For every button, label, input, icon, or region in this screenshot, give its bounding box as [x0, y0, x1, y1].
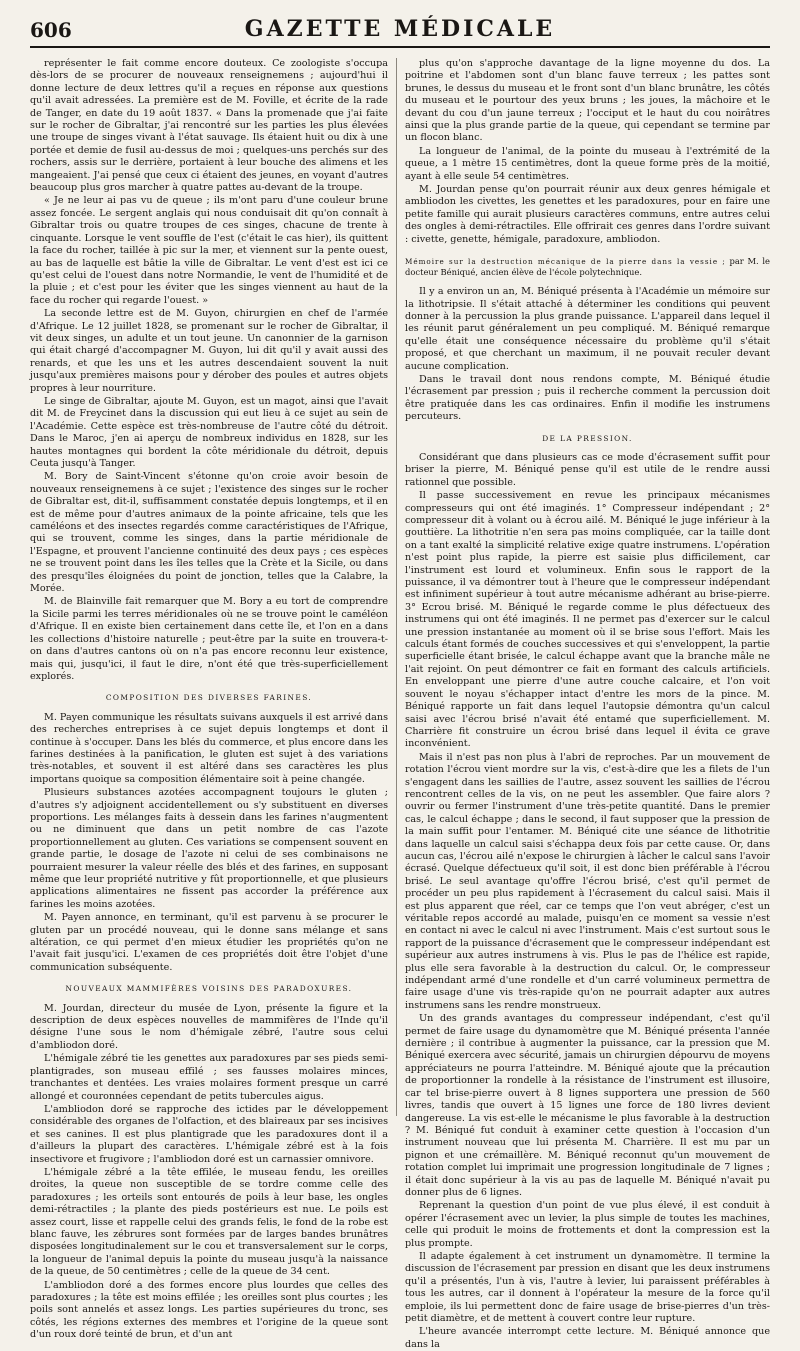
- paragraph: M. de Blainville fait remarquer que M. Bory a eu tort de comprendre la Sicile parmi les terres méridionales où ne se trouve point le caméléon d'Afrique. Il en existe bien certainement dans cette île, et l'on en a dans les collections d'histoire naturelle ; peut-être par la suite en trouvera-t-on dans d'autres cantons où on n'a pas encore reconnu leur existence, mais qui, jusqu'ici, il faut le dire, n'ont été que très-superficiellement explorés.: [30, 596, 388, 682]
- paragraph: Il passe successivement en revue les principaux mécanismes compresseurs qui ont été imaginés. 1° Compresseur indépendant ; 2° compresseur dit à volant ou à écrou ailé. M. Béniqué le juge inférieur à la gouttière. La lithotritie n'en sera pas moins compliquée, car la taille dont on a tant exalté la simplicité relative exige quatre instrumens. L'opération n'est point plus rapide, la pierre est saisie plus difficilement, car l'instrument est lourd et volumineux. Enfin sous le rapport de la puissance, il va démontrer tout à l'heure que le compresseur indépendant est infiniment supérieur à tout autre mécanisme adhérant au brise-pierre. 3° Ecrou brisé. M. Béniqué le regarde comme le plus défectueux des instrumens qui ont été imaginés. Il ne permet pas d'exercer sur le calcul une pression instantanée au moment où il se brise sous l'effort. Mais les calculs étant formés de couches successives et qui s'enveloppent, la partie superficielle étant brisée, le calcul échappe avant que la branche mâle ne l'ait rejoint. On peut démontrer ce fait en formant des calculs artificiels. En enveloppant une pierre d'une autre couche calcaire, et l'on voit souvent le noyau s'échapper intact d'entre les mors de la pince. M. Béniqué rapporte un fait dans lequel l'autopsie démontra qu'un calcul saisi avec l'écrou brisé n'avait été entamé que superficiellement. M. Charrière fit construire un écrou brisé dans lequel il évita ce grave inconvénient.: [405, 490, 770, 750]
- paragraph: Dans le travail dont nous rendons compte, M. Béniqué étudie l'écrasement par pression ; puis il recherche comment la percussion doit être pratiquée dans les cas ordinaires. Enfin il modifie les instrumens percuteurs.: [405, 373, 770, 423]
- paragraph: M. Jourdan pense qu'on pourrait réunir aux deux genres hémigale et ambliodon les civettes, les genettes et les paradoxures, pour en faire une petite famille qui aurait plusieurs caractères communs, entre autres celui des ongles à demi-rétractiles. Elle offrirait ces genres dans l'ordre suivant : civette, genette, hémigale, paradoxure, ambliodon.: [405, 184, 770, 245]
- paragraph: M. Jourdan, directeur du musée de Lyon, présente la figure et la description de deux espèces nouvelles de mammifères de l'Inde qu'il désigne l'une sous le nom d'hémigale zébré, l'autre sous celui d'ambliodon doré.: [30, 1002, 388, 1051]
- paragraph: Reprenant la question d'un point de vue plus élevé, il est conduit à opérer l'écrasement avec un levier, la plus simple de toutes les machines, celle qui produit le moins de frottements et dont la compression est la plus prompte.: [405, 1200, 770, 1249]
- paragraph: Mais il n'est pas non plus à l'abri de reproches. Par un mouvement de rotation l'écrou vient mordre sur la vis, c'est-à-dire que les a filets de l'un s'engagent dans les saillies de l'autre, assez souvent les saillies de l'écrou rencontrent celles de la vis, on ne peut les assembler. Que faire alors ? ouvrir ou fermer l'instrument d'une très-petite quantité. Dans le premier cas, le calcul échappe ; dans le second, il faut supposer que la pression de la main suffit pour l'entamer. M. Béniqué cite une séance de lithotritie dans laquelle un calcul saisi s'échappa deux fois par cette cause. Or, dans aucun cas, l'écrou ailé n'expose le chirurgien à lâcher le calcul sans l'avoir écrasé. Quelque défectueux qu'il soit, il est donc bien préférable à l'écrou brisé. Le seul avantage qu'offre l'écrou brisé, c'est qu'il permet de procéder un peu plus rapidement à l'écrasement du calcul saisi. Mais il est plus apparent que réel, car ce temps que l'on veut abréger, c'est un véritable repos accordé au malade, puisqu'en ce moment sa vessie n'est en contact ni avec le calcul ni avec l'instrument. Mais c'est surtout sous le rapport de la puissance d'écrasement que le compresseur indépendant est supérieur aux autres instrumens à vis. Plus le pas de l'hélice est rapide, plus elle sera favorable à la destruction du calcul. Or, le compresseur indépendant armé d'une rondelle et d'un carré volumineux permettra de faire usage d'une vis très-rapide qu'on ne pourrait adapter aux autres instrumens sans les rendre monstrueux.: [405, 751, 770, 1011]
- section-heading-mammiferes: NOUVEAUX MAMMIFÈRES VOISINS DES PARADOXURES.: [65, 984, 353, 994]
- journal-title: GAZETTE MÉDICALE: [244, 16, 556, 42]
- paragraph: Un des grands avantages du compresseur indépendant, c'est qu'il permet de faire usage du dynamomètre que M. Béniqué présenta l'année dernière ; il contribue à augmenter la puissance, car la pression que M. Béniqué exercera avec sécurité, jamais un chirurgien dépourvu de moyens appréciateurs ne pourra l'atteindre. M. Béniqué ajoute que la précaution de proportionner la rondelle à la résistance de l'instrument est illusoire, car tel brise-pierre ouvert à 8 lignes supportera une pression de 560 livres, tandis que ouvert à 15 lignes une force de 180 livres devient dangereuse. La vis est-elle le mécanisme le plus favorable à la destruction ? M. Béniqué fut conduit à examiner cette question à l'occasion d'un instrument nouveau que lui présenta M. Charrière. Il est mu par un pignon et une crémaillère. M. Béniqué reconnut qu'un mouvement de rotation complet lui imprimait une progression longitudinale de 7 lignes ; il était donc supérieur à la vis au pas de laquelle M. Béniqué n'avait pu donner plus de 6 lignes.: [405, 1013, 770, 1198]
- paragraph: La longueur de l'animal, de la pointe du museau à l'extrémité de la queue, a 1 mètre 15 centimètres, dont la queue forme près de la moitié, ayant à elle seule 54 centimètres.: [405, 145, 770, 182]
- paragraph: La seconde lettre est de M. Guyon, chirurgien en chef de l'armée d'Afrique. Le 12 juillet 1828, se promenant sur le rocher de Gibraltar, il vit deux singes, un adulte et un tout jeune. Un canonnier de la garnison qui était chargé d'accompagner M. Guyon, lui dit qu'il y avait aussi des renards, et que les uns et les autres descendaient souvent la nuit jusqu'aux premières maisons pour y dérober des poules et autres objets propres à leur nourriture.: [30, 308, 388, 394]
- paragraph: Plusieurs substances azotées accompagnent toujours le gluten ; d'autres s'y adjoignent accidentellement ou s'y substituent en diverses proportions. Les mélanges faits à dessein dans les farines n'augmentent ou ne diminuent que dans un petit nombre de cas l'azote proportionnellement au gluten. Ces variations se compensent souvent en grande partie, le dosage de l'azote ni celui de ses combinaisons ne pourraient mesurer la valeur réelle des blés et des farines, en supposant même que leur propriété nutritive y fût proportionnelle, et que plusieurs applications alimentaires ne fissent pas accorder la préférence aux farines les moins azotées.: [30, 787, 388, 910]
- memoire-heading: [405, 256, 770, 278]
- right-column: [405, 58, 770, 1350]
- paragraph: L'hémigale zébré a la tête effilée, le museau fendu, les oreilles droites, la queue non susceptible de se tordre comme celle des paradoxures ; les orteils sont entourés de poils à leur base, les ongles demi-rétractiles ; la plante des pieds postérieurs est nue. Le poils est assez court, lisse et rappelle celui des grands felis, le fond de la robe est blanc fauve, les zébrures sont formées par de larges bandes brunâtres disposées longitudinalement sur le cou et transversalement sur le corps, la longueur de l'animal depuis la pointe du museau jusqu'à la naissance de la queue, de 50 centimètres ; celle de la queue de 34 cent.: [30, 1166, 388, 1278]
- memoire-heading-caps: Mémoire sur la destruction mécanique de la pierre dans la vessie ;: [405, 257, 726, 267]
- section-heading-pression: DE LA PRESSION.: [542, 433, 633, 443]
- paragraph: Considérant que dans plusieurs cas ce mode d'écrasement suffit pour briser la pierre, M. Béniqué pense qu'il est utile de le rendre aussi rationnel que possible.: [405, 451, 770, 488]
- paragraph: L'ambliodon doré a des formes encore plus lourdes que celles des paradoxures ; la tête est moins effilée ; les oreilles sont plus courtes ; les poils sont annelés et assez longs. Les parties supérieures du tronc, ses côtés, les régions externes des membres et l'origine de la queue sont d'un roux doré teinté de brun, et d'un ant: [30, 1279, 388, 1341]
- memoire-heading-author: par M. le docteur Béniqué, ancien élève de l'école polytechnique.: [405, 256, 770, 278]
- paragraph: « Je ne leur ai pas vu de queue ; ils m'ont paru d'une couleur brune assez foncée. Le sergent anglais qui nous conduisait dit qu'on connaît à Gibraltar trois ou quatre troupes de ces singes, chacune de trente à cinquante. Lorsque le vent souffle de l'est (c'était le cas hier), ils quittent la face du rocher, taillée à pic sur la mer, et viennent sur la pente ouest, au bas de laquelle est bâtie la ville de Gibraltar. Le vent d'est est ici ce qu'est celui de l'ouest dans notre Normandie, le vent de l'humidité et de la pluie ; et c'est pour les éviter que les singes viennent au haut de la face du rocher qui regarde l'ouest. »: [30, 195, 388, 306]
- column-divider: [396, 58, 397, 1116]
- page-number: 606: [30, 18, 72, 42]
- paragraph: Il adapte également à cet instrument un dynamomètre. Il termine la discussion de l'écrasement par pression en disant que les deux instrumens qu'il a présentés, l'un à vis, l'autre à levier, lui paraissent préférables à tous les autres, car il donnent à l'opérateur la mesure de la force qu'il emploie, ils lui permettent donc de faire usage de brise-pierres d'un très-petit diamètre, et de mettent à couvert contre leur rupture.: [405, 1250, 770, 1324]
- paragraph: représenter le fait comme encore douteux. Ce zoologiste s'occupa dès-lors de se procurer de nouveaux renseignemens ; aujourd'hui il donne lecture de deux lettres qu'il a reçues en réponse aux questions qu'il avait adressées. La première est de M. Foville, et écrite de la rade de Tanger, en date du 19 août 1837. « Dans la promenade que j'ai faite sur le rocher de Gibraltar, j'ai rencontré sur les parties les plus élevées une troupe de singes vivant à l'état sauvage. Ils étaient huit ou dix à une portée et demie de fusil au-dessus de moi ; quelques-uns perchés sur des rochers, assis sur le derrière, portaient à leur bouche des alimens et les mangeaient. J'ai pensé que ceux ci étaient des jeunes, en voyant d'autres beaucoup plus gros marcher à quatre pattes au-devant de la troupe.: [30, 58, 388, 194]
- paragraph: L'heure avancée interrompt cette lecture. M. Béniqué annonce que dans la: [405, 1326, 770, 1350]
- paragraph: plus qu'on s'approche davantage de la ligne moyenne du dos. La poitrine et l'abdomen sont d'un blanc fauve terreux ; les pattes sont brunes, le dessus du museau et le front sont d'un blanc brunâtre, les côtés du museau et le pourtour des yeux bruns ; les joues, la mâchoire et le devant du cou d'un jaune terreux ; l'occiput et le haut du cou noirâtres ainsi que la plus grande partie de la queue, qui cependant se termine par un flocon blanc.: [405, 58, 770, 144]
- paragraph: M. Payen annonce, en terminant, qu'il est parvenu à se procurer le gluten par un procédé nouveau, qui le donne sans mélange et sans altération, ce qui permet d'en mieux étudier les propriétés qu'on ne l'avait fait jusqu'ici. L'examen de ces propriétés doit être l'objet d'une communication subséquente.: [30, 912, 388, 973]
- section-heading-farines: COMPOSITION DES DIVERSES FARINES.: [105, 693, 313, 703]
- left-column: [30, 58, 388, 1341]
- paragraph: Le singe de Gibraltar, ajoute M. Guyon, est un magot, ainsi que l'avait dit M. de Freycinet dans la discussion qui eut lieu à ce sujet au sein de l'Académie. Cette espèce est très-nombreuse de l'autre côté du détroit. Dans le Maroc, j'en ai aperçu de nombreux individus en 1828, sur les hautes montagnes qui bordent la côte méridionale du détroit, depuis Ceuta jusqu'à Tanger.: [30, 395, 388, 469]
- paragraph: M. Bory de Saint-Vincent s'étonne qu'on croie avoir besoin de nouveaux renseignemens à ce sujet ; l'existence des singes sur le rocher de Gibraltar est, dit-il, suffisamment constatée depuis longtemps, et il en est de même pour d'autres animaux de la pointe africaine, tels que les caméléons et des insectes regardés comme caractéristiques de l'Afrique, qui se trouvent, comme les singes, dans la partie méridionale de l'Espagne, et prouvent l'ancienne continuité des deux pays ; ces espèces ne se trouvent point dans les îles telles que la Crète et la Sicile, ou dans des presqu'îles éloignées du point de jonction, telles que la Calabre, la Morée.: [30, 471, 388, 595]
- paragraph: Il y a environ un an, M. Béniqué présenta à l'Académie un mémoire sur la lithotripsie. Il s'était attaché à déterminer les conditions qui peuvent donner à la percussion la plus grande puissance. L'appareil dans lequel il les réunit parut généralement un peu compliqué. M. Béniqué remarque qu'elle était une conséquence nécessaire du problème qu'il s'était proposé, et que cherchant un maximum, il ne pouvait reculer devant aucune complication.: [405, 286, 770, 372]
- paragraph: L'ambliodon doré se rapproche des ictides par le développement considérable des organes de l'olfaction, et des blaireaux par ses incisives et ses canines. Il est plus plantigrade que les paradoxures dont il a d'ailleurs la plupart des caractères. L'hémigale zébré est à la fois insectivore et frugivore ; l'ambliodon doré est un carnassier omnivore.: [30, 1103, 388, 1165]
- paragraph: M. Payen communique les résultats suivans auxquels il est arrivé dans des recherches entreprises à ce sujet depuis longtemps et dont il continue à s'occuper. Dans les blés du commerce, et plus encore dans les farines destinées à la panification, le gluten est sujet à des variations très-notables, et souvent il est altéré dans ses caractères les plus importans quoique sa composition élémentaire soit à peine changée.: [30, 711, 388, 785]
- page-header: [30, 14, 770, 48]
- paragraph: L'hémigale zébré tie les genettes aux paradoxures par ses pieds semi-plantigrades, son museau effilé ; ses fausses molaires minces, tranchantes et dentées. Les vraies molaires forment presque un carré allongé et couronnées cependant de petits tubercules aigus.: [30, 1053, 388, 1102]
